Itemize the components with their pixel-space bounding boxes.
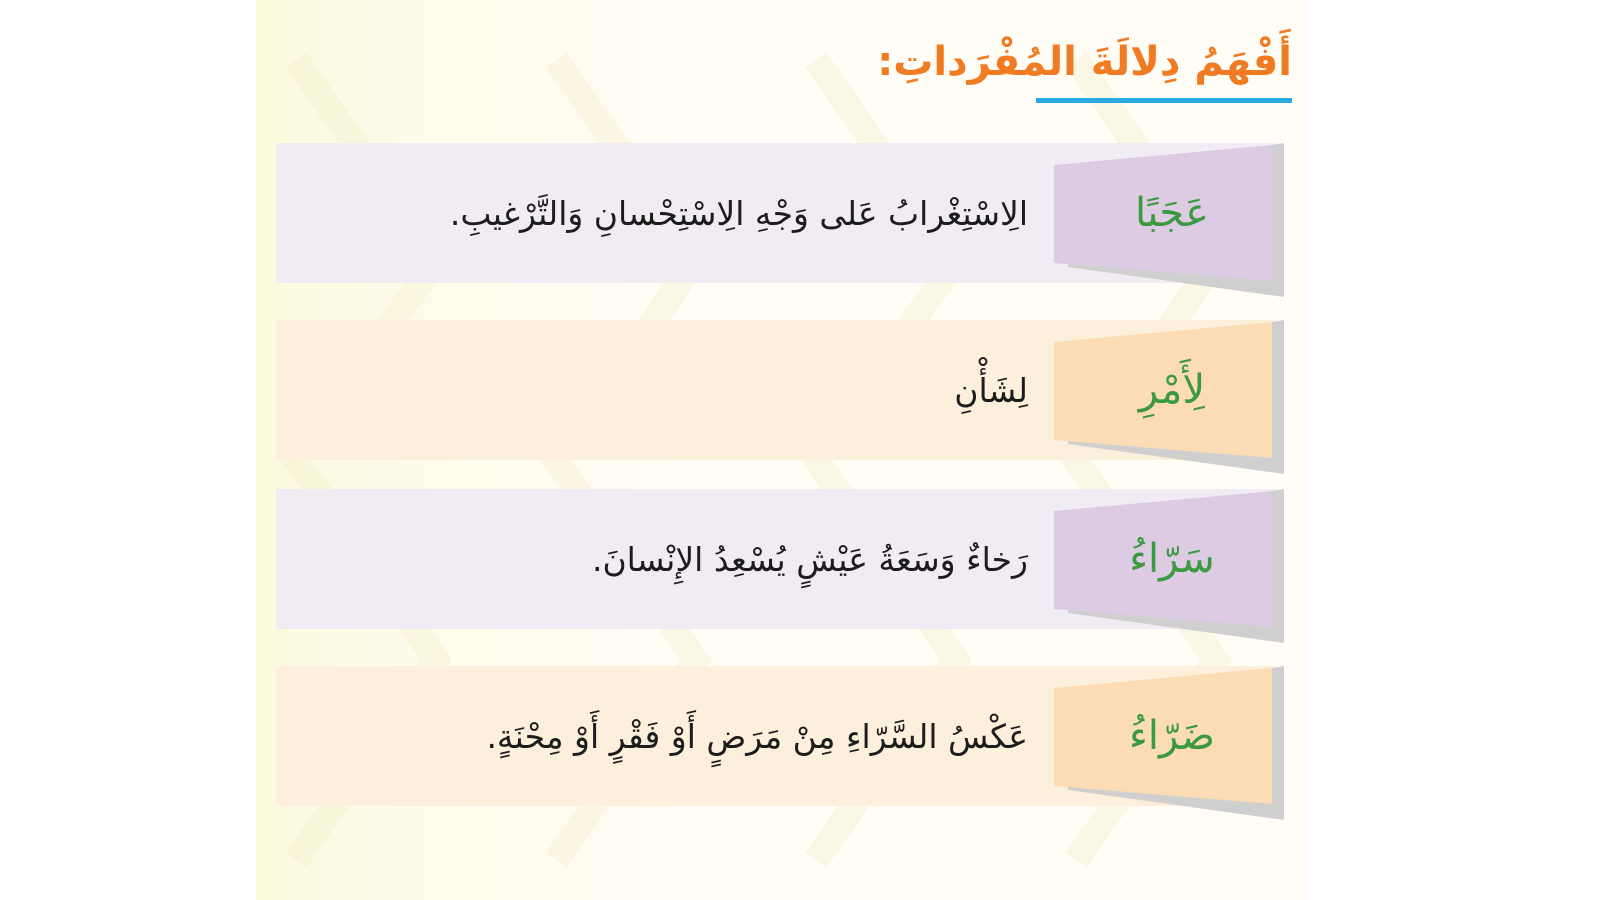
vocab-row-2 [276, 320, 1284, 460]
vocab-term: ضَرّاءُ [1129, 713, 1215, 759]
vocab-row-1 [276, 143, 1284, 283]
vocab-definition: عَكْسُ السَّرّاءِ مِنْ مَرَضٍ أَوْ فَقْرٍ أَوْ مِحْنَةٍ. [486, 716, 1028, 756]
vocab-row-3 [276, 489, 1284, 629]
vocab-term: لِأَمْرِ [1138, 367, 1206, 413]
vocab-term: عَجَبًا [1135, 190, 1209, 236]
vocab-row-4 [276, 666, 1284, 806]
title-underline [1036, 98, 1292, 103]
textbook-page [256, 0, 1308, 900]
page-title: أَفْهَمُ دِلالَةَ المُفْرَداتِ: [877, 39, 1292, 85]
vocab-term: سَرّاءُ [1129, 536, 1215, 582]
vocab-definition: رَخاءٌ وَسَعَةُ عَيْشٍ يُسْعِدُ الإِنْسانَ. [591, 539, 1028, 579]
vocab-definition: الِاسْتِغْرابُ عَلى وَجْهِ الِاسْتِحْسانِ وَالتَّرْغيبِ. [449, 193, 1028, 233]
vocab-definition: لِشَأْنِ [954, 370, 1028, 410]
section-heading [877, 30, 1292, 103]
